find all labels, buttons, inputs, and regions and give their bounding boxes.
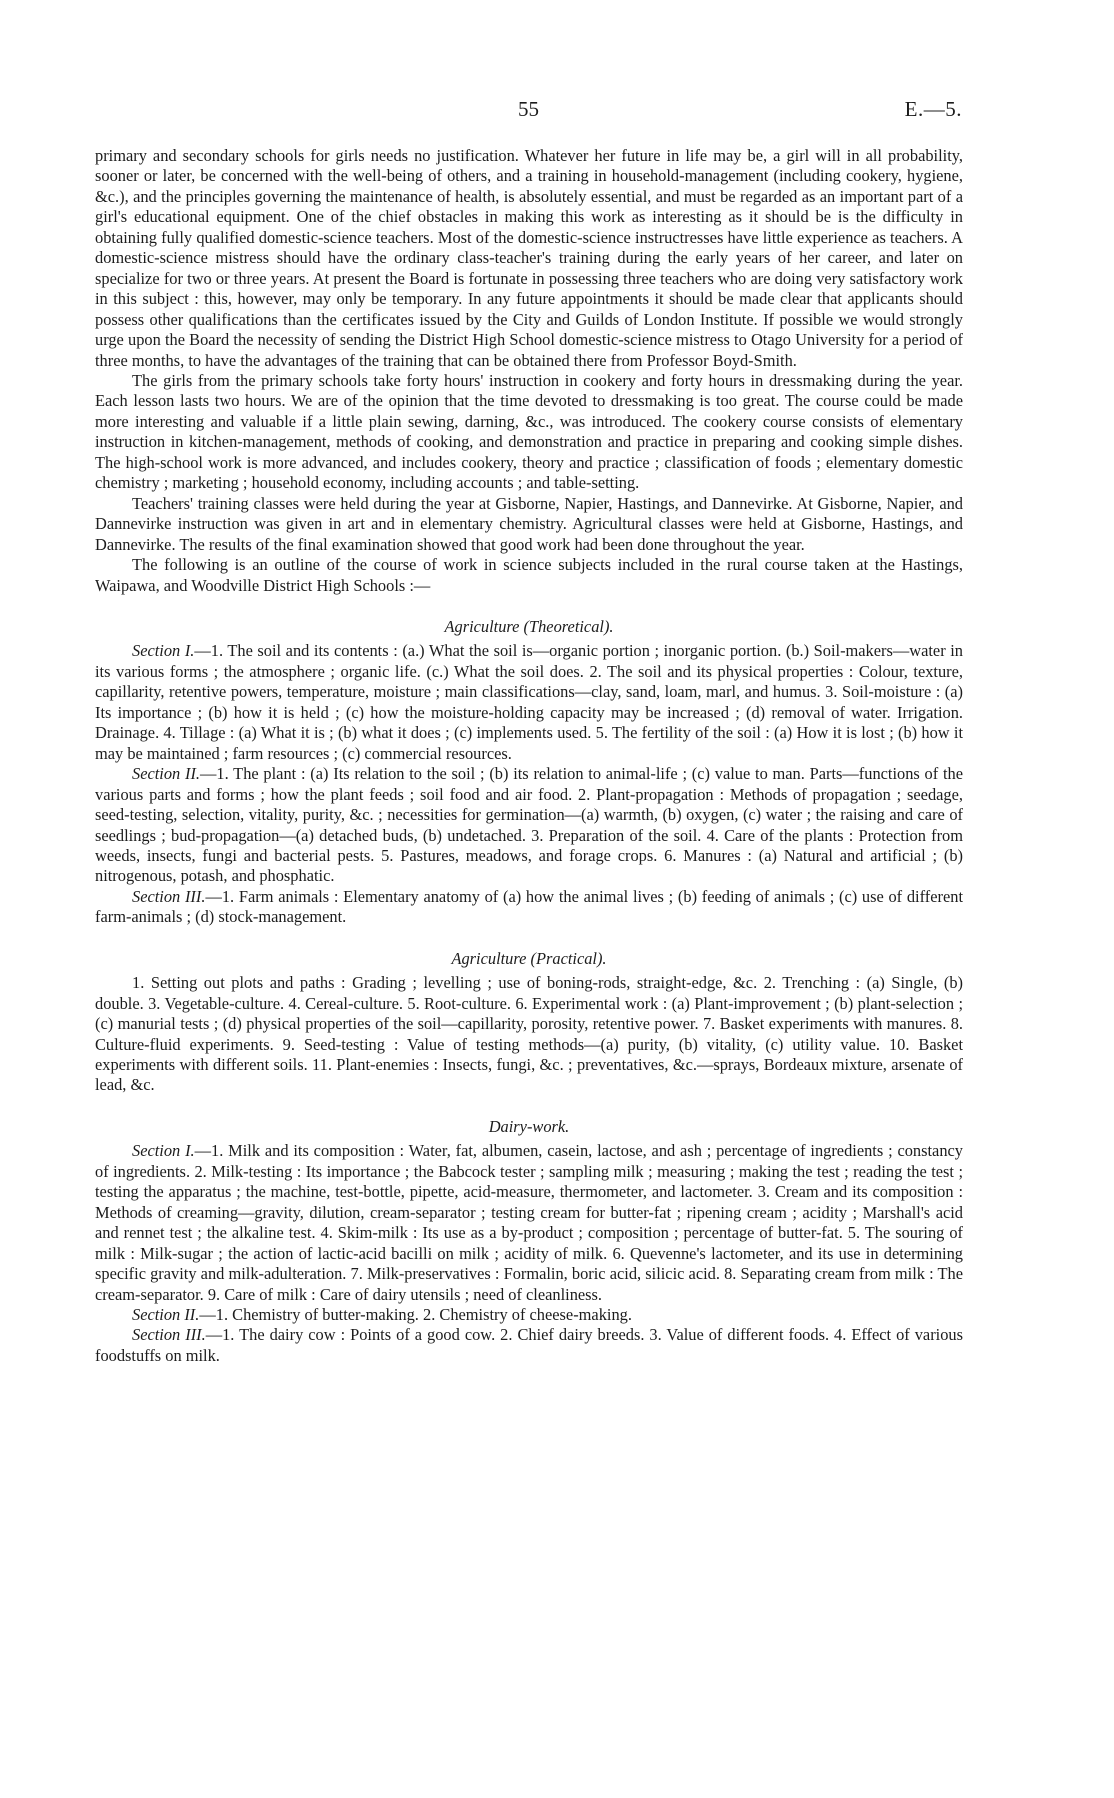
agri-practical-text: 1. Setting out plots and paths : Grading ; levelling ; use of boning-rods, straight-edge, &c. 2. Trenching : (a) Single, (b) double. 3. Vegetable-culture. 4. Cereal-culture. 5. Root-culture. 6. Experimental work : (a) Plant-improvement ; (b) plant-selection ; (c) manurial tests ; (d) physical properties of the soil—capillarity, porosity, retentive power. 7. Basket experiments with manures. 8. Culture-fluid experiments. 9. Seed-testing : Value of testing methods—(a) purity, (b) vitality, (c) utility value. 10. Basket experiments with different soils. 11. Plant-enemies : Insects, fungi, &c. ; preventatives, &c.—sprays, Bordeaux mixture, arsenate of lead, &c. bbox=[95, 973, 963, 1095]
page-number: 55 bbox=[518, 97, 539, 121]
section-label: Section III. bbox=[132, 1325, 206, 1345]
page-header bbox=[0, 97, 1114, 127]
agriculture-theoretical-heading: Agriculture (Theoretical). bbox=[444, 616, 614, 636]
spacer bbox=[95, 1096, 963, 1117]
section-text: —1. The soil and its contents : (a.) What the soil is—organic portion ; inorganic portion. (b.) Soil-makers—water in its various forms ; the atmosphere ; organic life. (c.) What the soil does. 2. The soil and its physical properties : Colour, texture, capillarity, retentive powers, temperature, moisture ; main classifications—clay, sand, loam, marl, and humus. 3. Soil-moisture : (a) Its importance ; (b) how it is held ; (c) how the moisture-holding capacity may be increased ; (d) removal of water. Irrigation. Drainage. 4. Tillage : (a) What it is ; (b) what it does ; (c) implements used. 5. The fertility of the soil : (a) How it is lost ; (b) how it may be maintained ; farm resources ; (c) commercial resources. bbox=[95, 641, 963, 763]
section-label: Section I. bbox=[132, 1141, 195, 1161]
dairy-section-2 bbox=[95, 1305, 963, 1325]
spacer bbox=[95, 928, 963, 949]
section-text: —1. Chemistry of butter-making. 2. Chemistry of cheese-making. bbox=[199, 1305, 632, 1325]
agri-theory-section-1 bbox=[95, 641, 963, 764]
agriculture-practical-heading: Agriculture (Practical). bbox=[451, 948, 607, 968]
page-body bbox=[95, 146, 963, 1366]
intro-paragraph-3: Teachers' training classes were held during the year at Gisborne, Napier, Hastings, and Dannevirke. At Gisborne, Napier, and Dannevirke instruction was given in art and in elementary chemistry. Agricultural classes were held at Gisborne, Hastings, and Dannevirke. The results of the final examination showed that good work had been done throughout the year. bbox=[95, 493, 963, 554]
section-text: —1. Milk and its composition : Water, fat, albumen, casein, lactose, and ash ; percentage of ingredients ; constancy of ingredients. 2. Milk-testing : Its importance ; the Babcock tester ; sampling milk ; measuring ; making the test ; reading the test ; testing the apparatus ; the machine, test-bottle, pipette, acid-measure, thermometer, and lactometer. 3. Cream and its composition : Methods of creaming—gravity, dilution, cream-separator ; testing cream for butter-fat ; ripening cream ; acidity ; Marshall's acid and rennet test ; the alkaline test. 4. Skim-milk : Its use as a by-product ; composition ; percentage of butter-fat. 5. The souring of milk : Milk-sugar ; the action of lactic-acid bacilli on milk ; acidity of milk. 6. Quevenne's lactometer, and its use in determining specific gravity and milk-adulteration. 7. Milk-preservatives : Formalin, boric acid, silicic acid. 8. Separating cream from milk : The cream-separator. 9. Care of milk : Care of dairy utensils ; need of cleanliness. bbox=[95, 1141, 963, 1304]
section-label: Section III. bbox=[132, 886, 206, 906]
agri-theory-section-2 bbox=[95, 764, 963, 887]
dairy-section-1 bbox=[95, 1141, 963, 1305]
section-label: Section II. bbox=[132, 1305, 200, 1325]
intro-paragraph-1: primary and secondary schools for girls needs no justification. Whatever her future in life may be, a girl will in all probability, sooner or later, be concerned with the well-being of others, and a training in household-management (including cookery, hygiene, &c.), and the principles governing the maintenance of health, is absolutely essential, and must be regarded as an important part of a girl's educational equipment. One of the chief obstacles in making this work as interesting as it should be is the difficulty in obtaining fully qualified domestic-science teachers. Most of the domestic-science instructresses have little experience as teachers. A domestic-science mistress should have the ordinary class-teacher's training during the early years of her career, and later on specialize for two or three years. At present the Board is fortunate in possessing three teachers who are doing very satisfactory work in this subject : this, however, may only be temporary. In any future appointments it should be made clear that applicants should possess other qualifications than the certificates issued by the City and Guilds of London Institute. If possible we would strongly urge upon the Board the necessity of sending the District High School domestic-science mistress to Otago University for a period of three months, to have the advantages of the training that can be obtained there from Professor Boyd-Smith. bbox=[95, 146, 963, 370]
section-label: Section II. bbox=[132, 764, 201, 784]
agri-theory-section-3 bbox=[95, 887, 963, 928]
section-text: —1. Farm animals : Elementary anatomy of (a) how the animal lives ; (b) feeding of animals ; (c) use of different farm-animals ; (d) stock-management. bbox=[95, 886, 963, 927]
section-text: —1. The plant : (a) Its relation to the soil ; (b) its relation to animal-life ; (c) value to man. Parts—functions of the various parts and forms ; how the plant feeds ; soil food and air food. 2. Plant-propagation : Methods of propagation ; seedage, seed-testing, selection, vitality, purity, &c. ; necessities for germination—(a) warmth, (b) oxygen, (c) water ; the raising and care of seedlings ; bud-propagation—(a) detached buds, (b) undetached. 3. Preparation of the soil. 4. Care of the plants : Protection from weeds, insects, fungi and bacterial pests. 5. Pastures, meadows, and forage crops. 6. Manures : (a) Natural and artificial ; (b) nitrogenous, potash, and phosphatic. bbox=[95, 764, 963, 886]
section-label: Section I. bbox=[132, 641, 195, 661]
spacer bbox=[95, 596, 963, 617]
dairy-section-3 bbox=[95, 1325, 963, 1366]
dairy-work-heading: Dairy-work. bbox=[488, 1116, 570, 1136]
section-text: —1. The dairy cow : Points of a good cow. 2. Chief dairy breeds. 3. Value of different foods. 4. Effect of various foodstuffs on milk. bbox=[95, 1325, 963, 1365]
intro-paragraph-4: The following is an outline of the course of work in science subjects included in the rural course taken at the Hastings, Waipawa, and Woodville District High Schools :— bbox=[95, 555, 963, 595]
document-reference: E.—5. bbox=[904, 97, 962, 121]
intro-paragraph-2: The girls from the primary schools take forty hours' instruction in cookery and forty hours in dressmaking during the year. Each lesson lasts two hours. We are of the opinion that the time devoted to dressmaking is too great. The course could be made more interesting and valuable if a little plain sewing, darning, &c., was introduced. The cookery course consists of elementary instruction in kitchen-management, methods of cooking, and demonstration and practice in preparing and cooking simple dishes. The high-school work is more advanced, and includes cookery, theory and practice ; classification of foods ; elementary domestic chemistry ; marketing ; household economy, including accounts ; and table-setting. bbox=[95, 370, 963, 493]
